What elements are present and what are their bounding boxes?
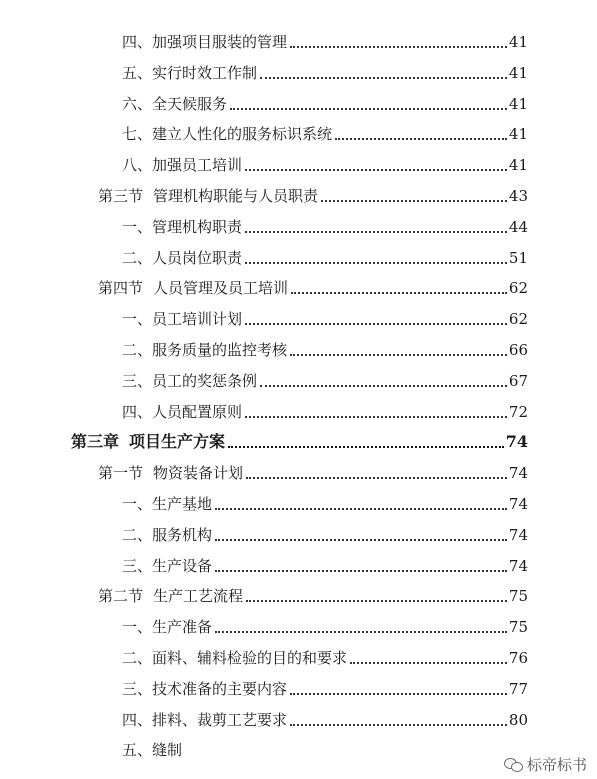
toc-entry-number: 一、 bbox=[122, 618, 153, 637]
toc-entry-title: 生产基地 bbox=[152, 495, 213, 513]
toc-entry-label bbox=[122, 617, 212, 637]
toc-entry-page: 80 bbox=[508, 710, 528, 729]
toc-entry-number: 二、 bbox=[122, 341, 153, 359]
toc-leader-dots bbox=[246, 600, 507, 602]
toc-entry bbox=[122, 155, 528, 175]
toc-entry-title: 人员管理及员工培训 bbox=[153, 279, 289, 298]
toc-entry-label bbox=[71, 432, 225, 452]
toc-entry-label bbox=[122, 494, 212, 514]
toc-leader-dots bbox=[260, 385, 507, 387]
toc-leader-dots bbox=[215, 539, 507, 541]
toc-entry-number: 二、 bbox=[122, 248, 153, 267]
toc-entry bbox=[71, 432, 528, 452]
toc-entry bbox=[98, 186, 528, 206]
toc-entry bbox=[98, 586, 528, 606]
toc-entry-number: 五、 bbox=[122, 63, 153, 82]
toc-entry-page: 76 bbox=[508, 649, 528, 667]
toc-entry-title: 人员岗位职责 bbox=[152, 248, 243, 267]
toc-leader-dots bbox=[291, 292, 507, 294]
toc-entry-title: 建立人性化的服务标识系统 bbox=[152, 125, 333, 144]
toc-leader-dots bbox=[246, 477, 507, 479]
toc-leader-dots bbox=[215, 631, 507, 633]
toc-entry-page: 74 bbox=[508, 525, 528, 544]
toc-leader-dots bbox=[245, 323, 507, 325]
toc-entry-number: 三、 bbox=[122, 679, 153, 698]
toc-entry bbox=[122, 32, 528, 52]
toc-entry-number: 五、 bbox=[122, 741, 153, 760]
toc-entry-title: 服务机构 bbox=[152, 525, 213, 544]
toc-leader-dots bbox=[290, 693, 507, 695]
toc-entry-label bbox=[122, 340, 287, 360]
toc-entry-title: 生产工艺流程 bbox=[153, 587, 244, 606]
toc-entry bbox=[122, 402, 528, 422]
toc-entry-label bbox=[98, 278, 288, 298]
toc-entry-title: 生产准备 bbox=[152, 618, 213, 637]
toc-leader-dots bbox=[260, 77, 507, 79]
toc-entry-label bbox=[122, 309, 242, 329]
toc-entry-label bbox=[122, 525, 212, 545]
toc-entry-page: 72 bbox=[508, 402, 528, 421]
toc-entry bbox=[122, 710, 528, 730]
toc-entry-number: 六、 bbox=[122, 94, 153, 113]
toc-entry-number: 四、 bbox=[122, 402, 153, 421]
toc-entry-label bbox=[122, 217, 242, 237]
toc-entry-page: 75 bbox=[508, 587, 528, 606]
toc-entry-number: 第四节 bbox=[98, 279, 144, 298]
toc-entry-page: 44 bbox=[508, 217, 528, 236]
toc-entry-label bbox=[122, 402, 242, 422]
toc-leader-dots bbox=[228, 446, 504, 448]
toc-entry-number: 一、 bbox=[122, 310, 153, 329]
toc-leader-dots bbox=[335, 138, 507, 140]
toc-entry-label bbox=[122, 371, 257, 391]
toc-entry bbox=[122, 679, 528, 699]
toc-entry-label bbox=[98, 463, 243, 483]
toc-entry bbox=[98, 278, 528, 298]
toc-entry-page: 41 bbox=[508, 156, 528, 175]
toc-entry-title: 服务质量的监控考核 bbox=[152, 341, 288, 359]
toc-entry-number: 七、 bbox=[122, 125, 153, 144]
toc-entry-title: 管理机构职责 bbox=[152, 217, 243, 236]
toc-entry bbox=[98, 463, 528, 483]
toc-entry-number: 四、 bbox=[122, 710, 153, 729]
toc-leader-dots bbox=[215, 570, 507, 572]
toc-entry-title: 加强项目服装的管理 bbox=[152, 33, 288, 51]
toc-leader-dots bbox=[290, 46, 507, 48]
toc-entry-number: 三、 bbox=[122, 556, 153, 575]
toc-entry-label bbox=[122, 679, 287, 699]
toc-entry-title: 人员配置原则 bbox=[152, 402, 243, 421]
toc-entry-title: 生产设备 bbox=[152, 556, 213, 575]
toc-entry-label bbox=[122, 740, 182, 760]
toc-entry-label bbox=[122, 248, 242, 268]
toc-entry-page: 41 bbox=[508, 125, 528, 144]
toc-entry-title: 管理机构职能与人员职责 bbox=[153, 187, 319, 205]
toc-entry bbox=[122, 217, 528, 237]
toc-entry-page: 62 bbox=[508, 310, 528, 329]
toc-entry bbox=[122, 94, 528, 114]
watermark bbox=[504, 754, 587, 775]
toc-entry-title: 项目生产方案 bbox=[129, 432, 226, 452]
toc-entry-page: 74 bbox=[508, 556, 528, 575]
toc-entry-page: 75 bbox=[508, 618, 528, 637]
toc-entry-label bbox=[98, 186, 318, 206]
toc-entry-page: 41 bbox=[508, 33, 528, 51]
toc-entry-label bbox=[98, 586, 243, 606]
toc-entry-title: 缝制 bbox=[152, 741, 183, 760]
toc-entry bbox=[122, 63, 528, 83]
toc-entry bbox=[122, 340, 528, 360]
toc-leader-dots bbox=[245, 262, 507, 264]
toc-entry-title: 员工的奖惩条例 bbox=[152, 371, 258, 390]
toc-entry bbox=[122, 556, 528, 576]
toc-entry-page: 74 bbox=[508, 464, 528, 483]
toc-entry bbox=[122, 371, 528, 391]
toc-leader-dots bbox=[290, 354, 507, 356]
toc-entry-number: 四、 bbox=[122, 33, 153, 51]
toc-entry-title: 实行时效工作制 bbox=[152, 63, 258, 82]
toc-entry bbox=[122, 525, 528, 545]
toc-entry-number: 第三章 bbox=[71, 432, 120, 452]
toc-entry-label bbox=[122, 63, 257, 83]
toc-entry-label bbox=[122, 32, 287, 52]
toc-entry-page: 66 bbox=[508, 341, 528, 359]
toc-entry bbox=[122, 648, 528, 668]
toc-entry-page: 62 bbox=[508, 279, 528, 298]
toc-entry-page: 74 bbox=[508, 495, 528, 513]
toc-entry-title: 全天候服务 bbox=[152, 94, 228, 113]
toc-entry-label bbox=[122, 710, 287, 730]
toc-entry-title: 面料、辅料检验的目的和要求 bbox=[152, 649, 348, 667]
toc-entry-page: 77 bbox=[508, 679, 528, 698]
toc-entry-number: 三、 bbox=[122, 371, 153, 390]
toc-entry-page: 74 bbox=[505, 432, 528, 452]
toc-leader-dots bbox=[245, 416, 507, 418]
toc-entry-number: 二、 bbox=[122, 649, 153, 667]
toc-entry bbox=[122, 740, 182, 760]
toc-entry-number: 第一节 bbox=[98, 464, 144, 483]
toc-entry-page: 51 bbox=[508, 248, 528, 267]
toc-leader-dots bbox=[290, 724, 507, 726]
toc-entry-label bbox=[122, 556, 212, 576]
toc-entry-label bbox=[122, 648, 347, 668]
toc-entry-label bbox=[122, 94, 227, 114]
toc-entry-number: 二、 bbox=[122, 525, 153, 544]
toc-entry-title: 员工培训计划 bbox=[152, 310, 243, 329]
toc-entry-page: 41 bbox=[508, 94, 528, 113]
toc-leader-dots bbox=[245, 231, 507, 233]
toc-entry-page: 41 bbox=[508, 63, 528, 82]
toc-entry bbox=[122, 248, 528, 268]
watermark-text: 标帝标书 bbox=[526, 756, 587, 774]
toc-entry-number: 一、 bbox=[122, 495, 153, 513]
toc-entry bbox=[122, 617, 528, 637]
toc-entry-number: 第二节 bbox=[98, 587, 144, 606]
toc-entry bbox=[122, 494, 528, 514]
toc-entry bbox=[122, 309, 528, 329]
toc-entry-number: 八、 bbox=[122, 156, 153, 175]
toc-entry-label bbox=[122, 155, 242, 175]
toc-entry-title: 物资装备计划 bbox=[153, 464, 244, 483]
toc-entry-label bbox=[122, 124, 332, 144]
toc-entry-page: 67 bbox=[508, 371, 528, 390]
toc-leader-dots bbox=[245, 169, 507, 171]
toc-entry-number: 一、 bbox=[122, 217, 153, 236]
toc-entry bbox=[122, 124, 528, 144]
toc-entry-title: 排料、裁剪工艺要求 bbox=[152, 710, 288, 729]
toc-entry-title: 加强员工培训 bbox=[152, 156, 243, 175]
toc-leader-dots bbox=[350, 662, 507, 664]
toc-entry-page: 43 bbox=[508, 187, 528, 205]
toc-entry-title: 技术准备的主要内容 bbox=[152, 679, 288, 698]
wechat-icon bbox=[504, 756, 524, 773]
toc-leader-dots bbox=[215, 508, 507, 510]
toc-entry-number: 第三节 bbox=[98, 187, 144, 205]
toc-leader-dots bbox=[230, 108, 507, 110]
toc-leader-dots bbox=[321, 200, 507, 202]
